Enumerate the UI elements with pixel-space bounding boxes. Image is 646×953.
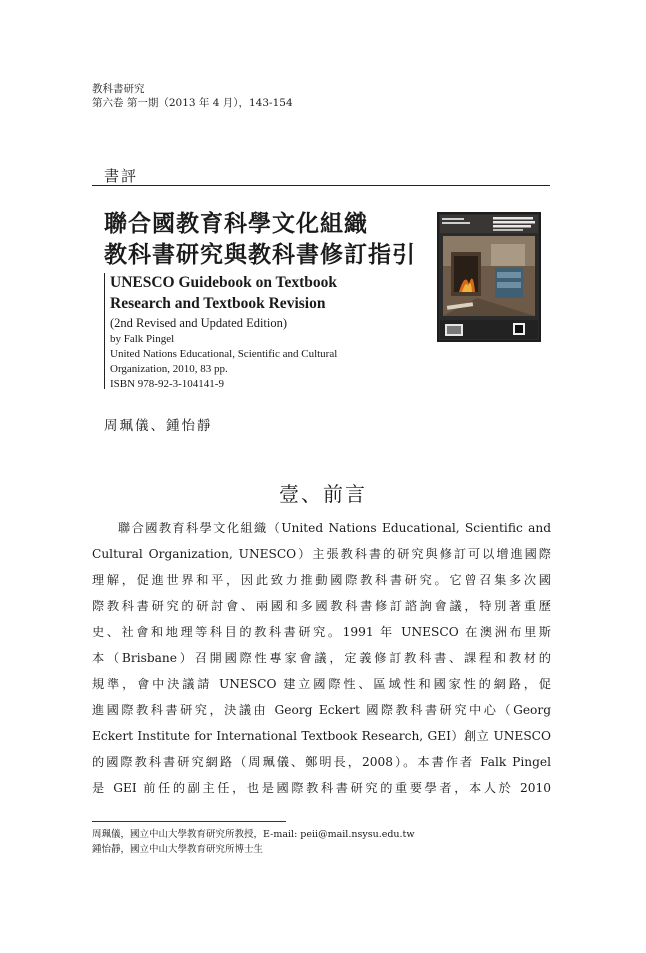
book-title-zh-line2: 教科書研究與教科書修訂指引 [104, 241, 416, 268]
footnote-rule [92, 821, 286, 822]
body-line: 史、社會和地理等科目的教科書研究。1991 年 UNESCO 在澳洲布里斯 [92, 625, 551, 639]
body-line: 際教科書研究的研討會、兩國和多國教科書修訂諮詢會議，特別著重歷 [92, 599, 551, 613]
body-line: 聯合國教育科學文化組織（United Nations Educational, Scientific and [118, 521, 551, 535]
journal-issue: 第六卷 第一期（2013 年 4 月），143-154 [92, 97, 293, 109]
book-title-en-line1: UNESCO Guidebook on Textbook [110, 274, 337, 291]
book-cover-art [437, 212, 541, 342]
section-rule [92, 185, 550, 186]
book-publisher-line1: United Nations Educational, Scientific and Cultural [110, 348, 338, 360]
book-edition: (2nd Revised and Updated Edition) [110, 316, 288, 330]
footnote-1: 周珮儀，國立中山大學教育研究所教授，E-mail: peii@mail.nsysu.edu.tw [92, 829, 415, 840]
book-author: by Falk Pingel [110, 333, 175, 345]
journal-name: 教科書研究 [92, 83, 145, 95]
body-line: 本（Brisbane）召開國際性專家會議，定義修訂教科書、課程和教材的 [92, 651, 551, 665]
section-label: 書評 [104, 167, 139, 185]
section-heading: 壹、前言 [279, 482, 367, 506]
footnote-2: 鍾怡靜，國立中山大學教育研究所博士生 [92, 844, 264, 855]
book-title-en-line2: Research and Textbook Revision [110, 295, 326, 312]
body-line: 規準，會中決議請 UNESCO 建立國際性、區域性和國家性的網路，促 [92, 677, 551, 691]
book-publisher-line2: Organization, 2010, 83 pp. [110, 363, 228, 375]
book-cover-image [437, 212, 541, 342]
book-title-zh-line1: 聯合國教育科學文化組織 [104, 210, 368, 237]
body-line: 理解，促進世界和平，因此致力推動國際教科書研究。它曾召集多次國 [92, 573, 551, 587]
body-line: 進國際教科書研究，決議由 Georg Eckert 國際教科書研究中心（Georg [92, 703, 551, 717]
body-line: Eckert Institute for International Textbook Research, GEI）創立 UNESCO [92, 729, 551, 743]
book-isbn: ISBN 978-92-3-104141-9 [110, 378, 224, 390]
reviewers: 周珮儀、鍾怡靜 [104, 418, 213, 434]
body-line: 的國際教科書研究網路（周珮儀、鄭明長，2008）。本書作者 Falk Pingel [92, 755, 551, 769]
info-vertical-rule [104, 273, 105, 389]
body-line: Cultural Organization, UNESCO）主張教科書的研究與修訂可以增進國際 [92, 547, 551, 561]
body-line: 是 GEI 前任的副主任，也是國際教科書研究的重要學者，本人於 2010 [92, 781, 551, 795]
